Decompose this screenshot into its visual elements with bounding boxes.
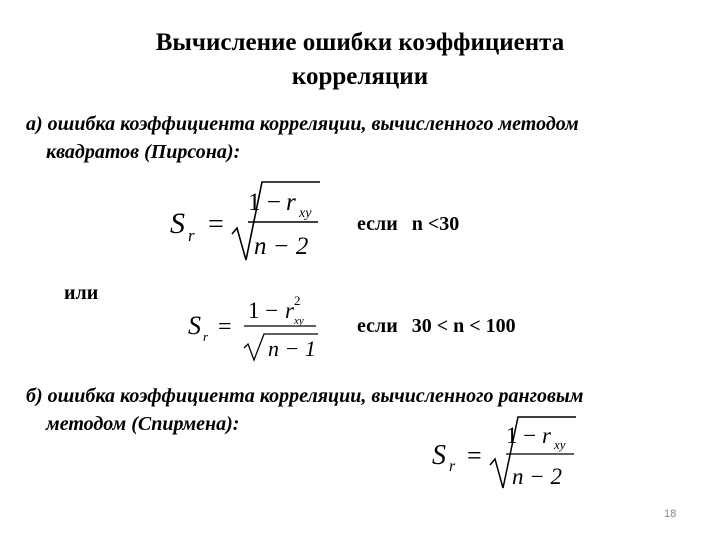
numerator-r: r [542,423,551,448]
condition-1 [357,213,459,236]
formula-symbol: S [432,440,446,471]
formula-equals: = [208,209,224,240]
formula-subscript: r [203,329,209,344]
numerator-xy: xy [554,437,566,452]
formula-subscript: r [449,458,456,475]
numerator-power: 2 [294,293,301,308]
condition-1-word: если [357,213,398,235]
formula-spearman [432,414,592,494]
title-line-2: корреляции [291,63,429,90]
numerator-xy: xy [299,206,312,221]
numerator-xy: xy [294,315,304,327]
slide-title [0,26,720,94]
section-b-line-2: методом (Спирмена): [46,413,240,435]
condition-2-expr: 30 < n < 100 [411,315,516,337]
title-line-1: Вычисление ошибки коэффициента [155,29,565,56]
denominator: n − 1 [268,336,316,361]
numerator-one-minus: 1 − [248,298,279,323]
numerator-r: r [286,189,296,216]
condition-2 [357,315,516,338]
or-label: или [64,282,99,304]
numerator-one-minus: 1 − [248,189,281,216]
numerator-one-minus: 1 − [506,423,537,448]
formula-pearson-medium-n [188,288,338,368]
condition-2-word: если [357,315,398,337]
formula-equals: = [467,441,482,470]
formula-pearson-small-n [170,178,340,268]
denominator: n − 2 [512,464,563,489]
formula-symbol: S [170,207,185,240]
formula-subscript: r [188,226,195,245]
page-number: 18 [664,508,677,520]
denominator: n − 2 [254,233,309,260]
section-a-line-2: квадратов (Пирсона): [46,141,241,163]
formula-equals: = [218,314,232,340]
condition-1-expr: n <30 [411,213,460,235]
numerator-r: r [285,298,294,323]
formula-symbol: S [188,311,201,340]
section-a-line-1: а) ошибка коэффициента корреляции, вычисленного методом [26,113,579,135]
section-b-line-1: б) ошибка коэффициента корреляции, вычисленного ранговым [26,385,584,407]
